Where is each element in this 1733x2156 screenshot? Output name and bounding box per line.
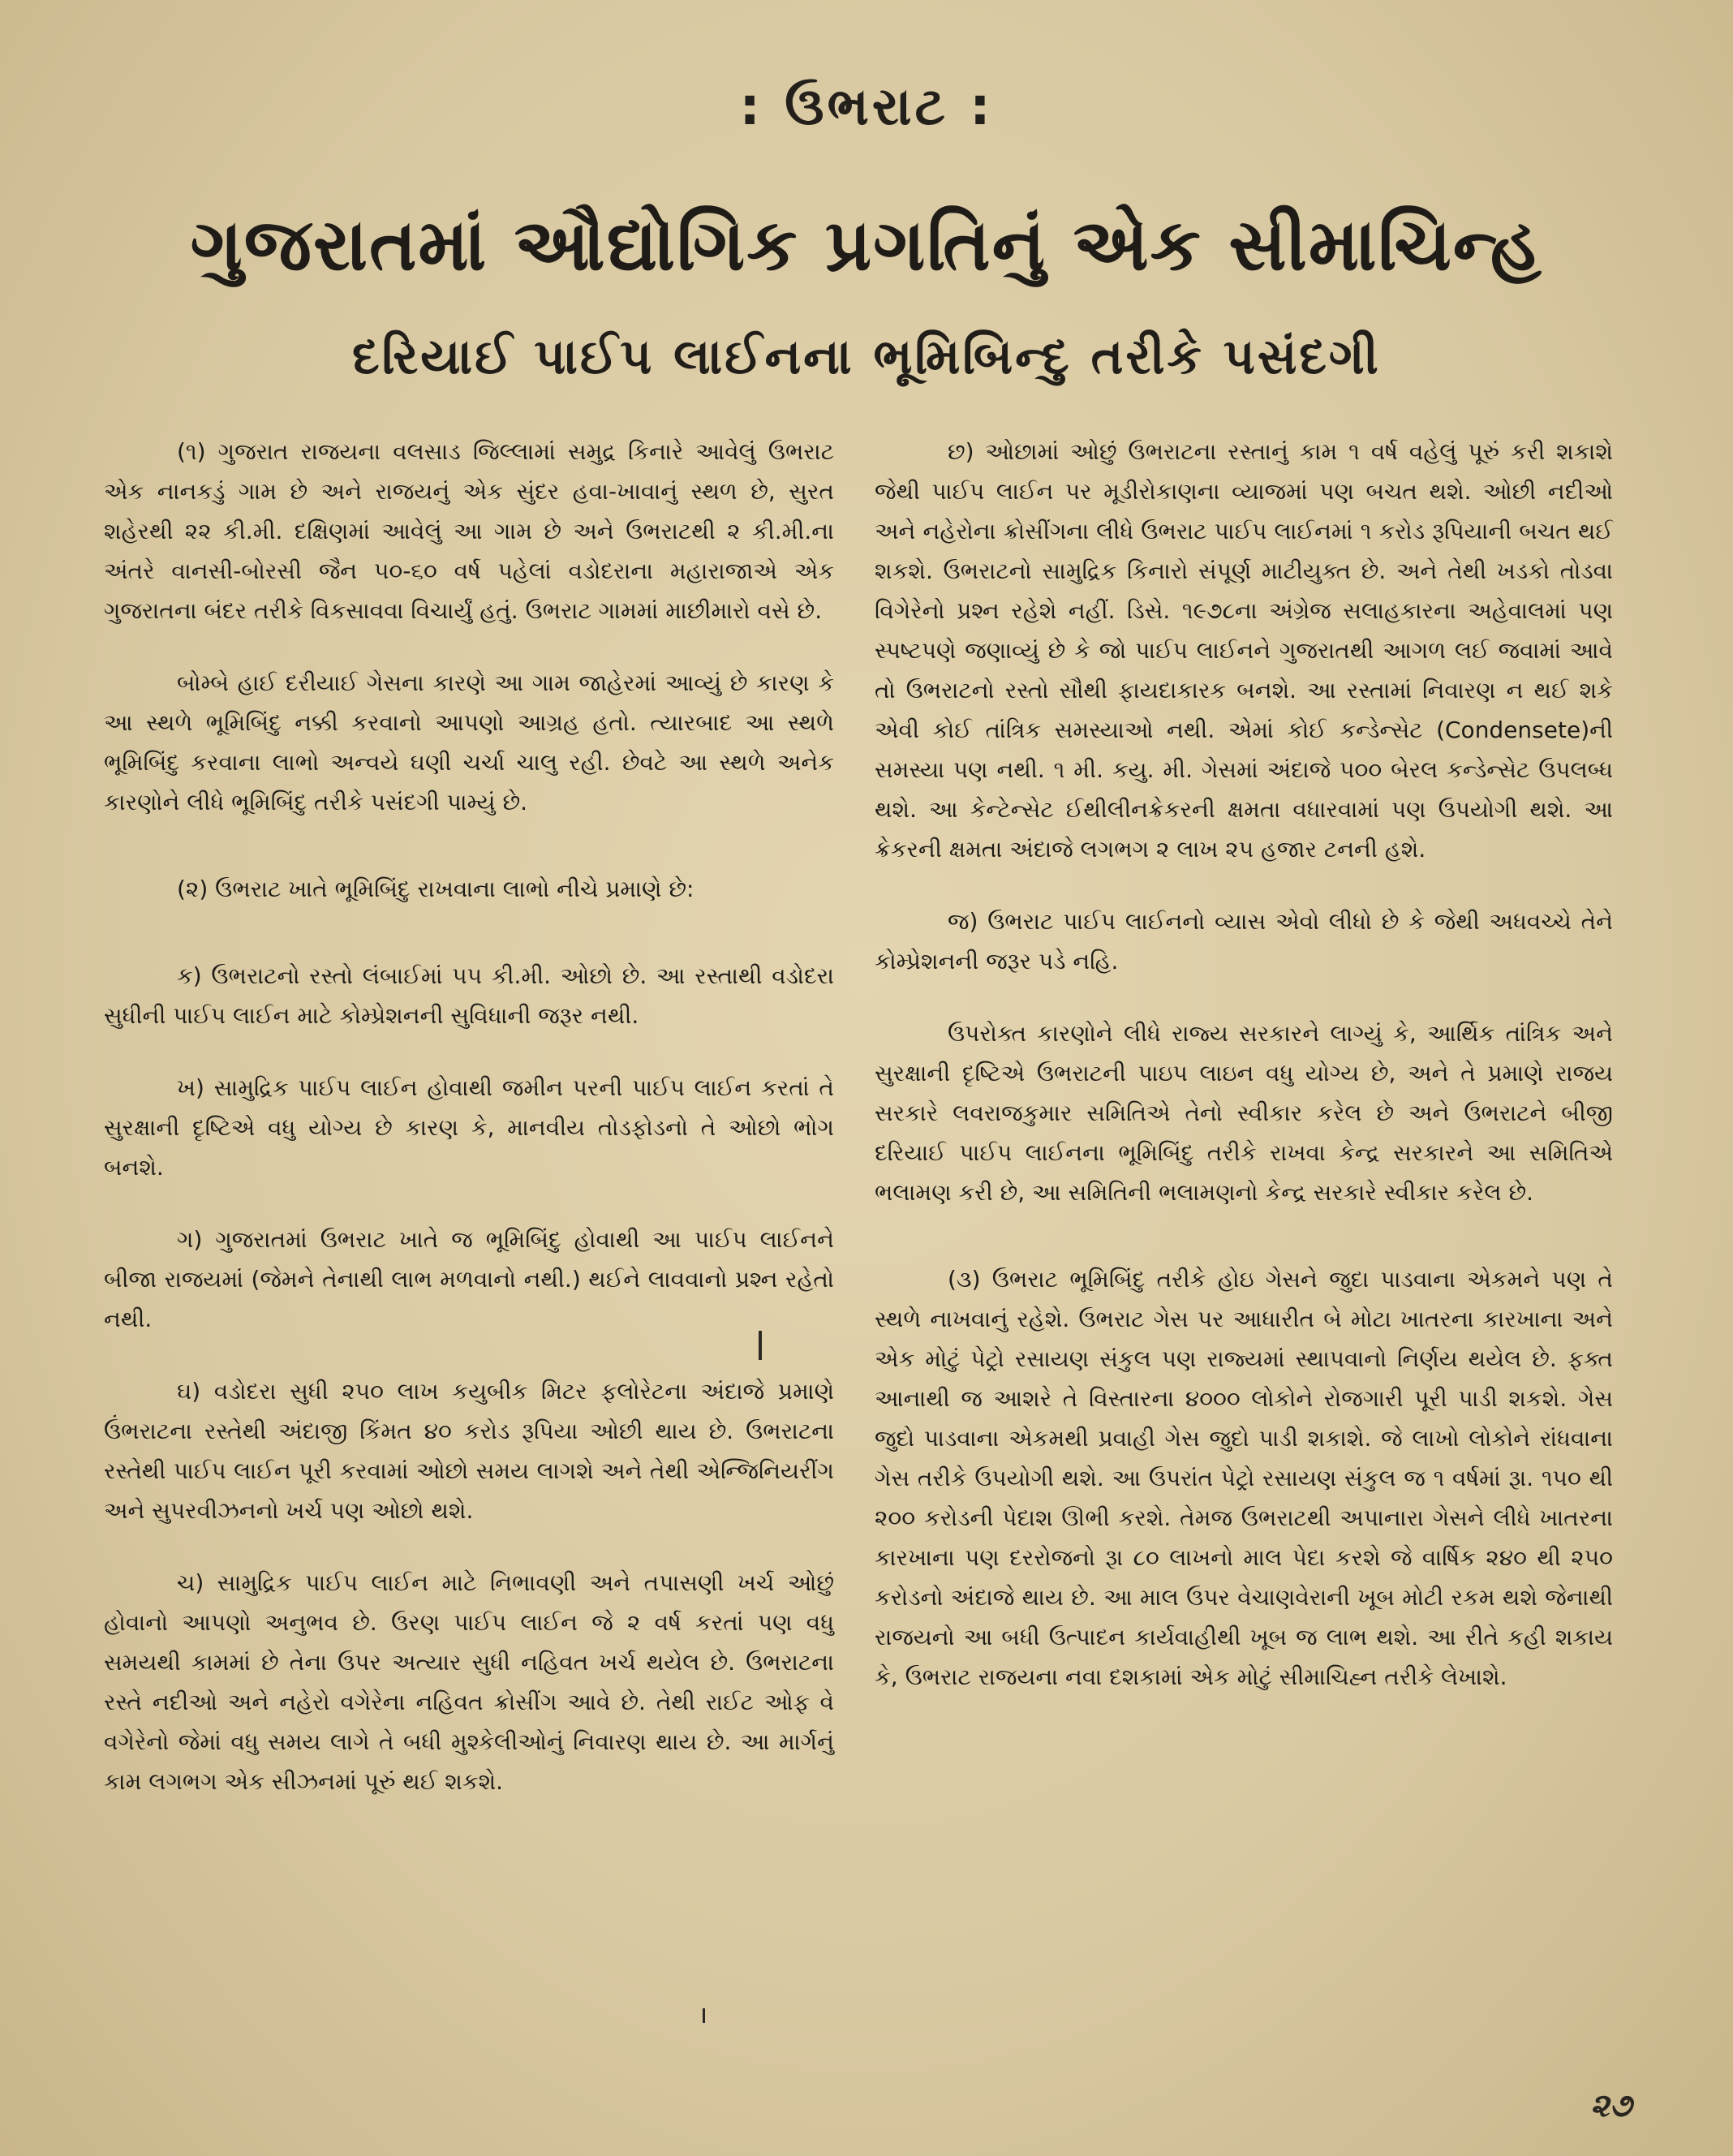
margin-mark <box>759 1331 762 1360</box>
page-number: ૨૭ <box>1590 2087 1632 2124</box>
paragraph-bombay-high: બોમ્બે હાઈ દરીયાઈ ગેસના કારણે આ ગામ જાહેરમાં આવ્યું છે કારણ કે આ સ્થળે ભૂમિબિંદુ નક્કી કરવાનો આપણો આગ્રહ હતો. ત્યારબાદ આ સ્થળે ભૂમિબિંદુ કરવાના લાભો અન્વયે ઘણી ચર્ચા ચાલુ રહી. છેવટે આ સ્થળે અનેક કારણોને લીધે ભૂમિબિંદુ તરીકે પસંદગી પામ્યું છે. <box>104 669 834 815</box>
paragraph-point-ja: જ) ઉભરાટ પાઈપ લાઈનનો વ્યાસ એવો લીધો છે કે જેથી અધવચ્ચે તેને કોમ્પ્રેશનની જરૂર પડે નહિ. <box>875 908 1613 975</box>
left-column <box>104 432 834 1834</box>
paragraph-section-3: (૩) ઉભરાટ ભૂમિબિંદુ તરીકે હોઇ ગેસને જુદા પાડવાના એકમને પણ તે સ્થળે નાખવાનું રહેશે. ઉભરાટ ગેસ પર આધારીત બે મોટા ખાતરના કારખાના અને એક મોટું પેટ્રો રસાયણ સંકુલ પણ રાજ્યમાં સ્થાપવાનો નિર્ણય થયેલ છે. ફક્ત આનાથી જ આશરે તે વિસ્તારના ૪૦૦૦ લોકોને રોજગારી પૂરી પાડી શકશે. ગેસ જુદો પાડવાના એકમથી પ્રવાહી ગેસ જુદો પાડી શકાશે. જે લાખો લોકોને રાંધવાના ગેસ તરીકે ઉપયોગી થશે. આ ઉપરાંત પેટ્રો રસાયણ સંકુલ જ ૧ વર્ષમાં રૂા. ૧૫૦ થી ૨૦૦ કરોડની પેદાશ ઊભી કરશે. તેમજ ઉભરાટથી અપાનારા ગેસને લીધે ખાતરના કારખાના પણ દરરોજનો રૂા ૮૦ લાખનો માલ પેદા કરશે જે વાર્ષિક ૨૪૦ થી ૨૫૦ કરોડનો અંદાજે થાય છે. આ માલ ઉપર વેચાણવેરાની ખૂબ મોટી રકમ થશે જેનાથી રાજયનો આ બધી ઉત્પાદન કાર્યવાહીથી ખૂબ જ લાભ થશે. આ રીતે કહી શકાય કે, ઉભરાટ રાજયના નવા દશકામાં એક મોટું સીમાચિહ્ન તરીકે લેખાશે. <box>875 1266 1613 1690</box>
paragraph-conclusion: ઉપરોક્ત કારણોને લીધે રાજ્ય સરકારને લાગ્યું કે, આર્થિક તાંત્રિક અને સુરક્ષાની દૃષ્ટિએ ઉભરાટની પાઇપ લાઇન વધુ યોગ્ય છે, અને તે પ્રમાણે રાજય સરકારે લવરાજકુમાર સમિતિએ તેનો સ્વીકાર કરેલ છે અને ઉભરાટને બીજી દરિયાઈ પાઈપ લાઈનના ભૂમિબિંદુ તરીકે રાખવા કેન્દ્ર સરકારને આ સમિતિએ ભલામણ કરી છે, આ સમિતિની ભલામણનો કેન્દ્ર સરકારે સ્વીકાર કરેલ છે. <box>875 1020 1613 1206</box>
paragraph-advantages-heading: (૨) ઉભરાટ ખાતે ભૂમિબિંદુ રાખવાના લાભો નીચે પ્રમાણે છે: <box>177 876 694 902</box>
paragraph-point-kha: ખ) સામુદ્રિક પાઈપ લાઈન હોવાથી જમીન પરની પાઈપ લાઈન કરતાં તે સુરક્ષાની દૃષ્ટિએ વધુ યોગ્ય છે કારણ કે, માનવીય તોડફોડનો તે ઓછો ભોગ બનશે. <box>104 1074 834 1181</box>
right-column <box>875 432 1613 1729</box>
section-kicker: : ઉભરાટ : <box>739 77 994 137</box>
paragraph-intro: (૧) ગુજરાત રાજયના વલસાડ જિલ્લામાં સમુદ્ર કિનારે આવેલું ઉભરાટ એક નાનકડું ગામ છે અને રાજયનું એક સુંદર હવા-ખાવાનું સ્થળ છે, સુરત શહેરથી ૨૨ કી.મી. દક્ષિણમાં આવેલું આ ગામ છે અને ઉભરાટથી ૨ કી.મી.ના અંતરે વાનસી-બોરસી જૈન ૫૦-૬૦ વર્ષ પહેલાં વડોદરાના મહારાજાએ એક ગુજરાતના બંદર તરીકે વિકસાવવા વિચાર્યું હતું. ઉભરાટ ગામમાં માછીમારો વસે છે. <box>104 438 834 624</box>
paragraph-point-ka: ક) ઉભરાટનો રસ્તો લંબાઈમાં ૫૫ કી.મી. ઓછો છે. આ રસ્તાથી વડોદરા સુધીની પાઈપ લાઈન માટે કોમ્પ્રેશનની સુવિધાની જરૂર નથી. <box>104 962 834 1029</box>
page-title: ગુજરાતમાં ઔદ્યોગિક પ્રગતિનું એક સીમાચિન્હ <box>190 203 1543 286</box>
paragraph-point-chha: છ) ઓછામાં ઓછું ઉભરાટના રસ્તાનું કામ ૧ વર્ષ વહેલું પૂરું કરી શકાશે જેથી પાઈપ લાઈન પર મૂડીરોકાણના વ્યાજમાં પણ બચત થશે. ઓછી નદીઓ અને નહેરોના ક્રોસીંગના લીધે ઉભરાટ પાઈપ લાઈનમાં ૧ કરોડ રૂપિયાની બચત થઈ શકશે. ઉભરાટનો સામુદ્રિક કિનારો સંપૂર્ણ માટીયુક્ત છે. અને તેથી ખડકો તોડવા વિગેરેનો પ્રશ્ન રહેશે નહીં. ડિસે. ૧૯૭૮ના અંગ્રેજ સલાહકારના અહેવાલમાં પણ સ્પષ્ટપણે જણાવ્યું છે કે જો પાઈપ લાઈનને ગુજરાતથી આગળ લઈ જવામાં આવે તો ઉભરાટનો રસ્તો સૌથી ફાયદાકારક બનશે. આ રસ્તામાં નિવારણ ન થઈ શકે એવી કોઈ તાંત્રિક સમસ્યાઓ નથી. એમાં કોઈ કન્ડેન્સેટ (Condensete)ની સમસ્યા પણ નથી. ૧ મી. કયુ. મી. ગેસમાં અંદાજે ૫૦૦ બેરલ કન્ડેન્સેટ ઉપલબ્ધ થશે. આ કેન્ટેન્સેટ ઈથીલીનક્રેકરની ક્ષમતા વધારવામાં પણ ઉપયોગી થશે. આ ક્રેકરની ક્ષમતા અંદાજે લગભગ ૨ લાખ ૨૫ હજાર ટનની હશે. <box>875 438 1613 863</box>
paragraph-point-gha: ઘ) વડોદરા સુધી ૨૫૦ લાખ કયુબીક મિટર ફલોરેટના અંદાજે પ્રમાણે ઉંભરાટના રસ્તેથી અંદાજી કિંમત ૪૦ કરોડ રૂપિયા ઓછી થાય છે. ઉભરાટના રસ્તેથી પાઈપ લાઈન પૂરી કરવામાં ઓછો સમય લાગશે અને તેથી એન્જિનિયરીંગ અને સુપરવીઝનનો ખર્ચ પણ ઓછો થશે. <box>104 1378 834 1524</box>
paragraph-point-ga: ગ) ગુજરાતમાં ઉભરાટ ખાતે જ ભૂમિબિંદુ હોવાથી આ પાઈપ લાઈનને બીજા રાજયમાં (જેમને તેનાથી લાભ મળવાનો નથી.) થઈને લાવવાનો પ્રશ્ન રહેતો નથી. <box>104 1226 834 1332</box>
margin-mark <box>703 2008 705 2023</box>
page-subtitle: દરિયાઈ પાઈપ લાઈનના ભૂમિબિન્દુ તરીકે પસંદગી <box>352 329 1381 385</box>
paragraph-point-cha: ચ) સામુદ્રિક પાઈપ લાઈન માટે નિભાવણી અને તપાસણી ખર્ચ ઓછું હોવાનો આપણો અનુભવ છે. ઉરણ પાઈપ લાઈન જે ૨ વર્ષ કરતાં પણ વધુ સમયથી કામમાં છે તેના ઉપર અત્યાર સુધી નહિવત ખર્ચ થયેલ છે. ઉભરાટના રસ્તે નદીઓ અને નહેરો વગેરેના નહિવત ક્રોસીંગ આવે છે. તેથી રાઈટ ઓફ વે વગેરેનો જેમાં વધુ સમય લાગે તે બધી મુશ્કેલીઓનું નિવારણ થાય છે. આ માર્ગનું કામ લગભગ એક સીઝનમાં પૂરું થઈ શકશે. <box>104 1569 834 1795</box>
